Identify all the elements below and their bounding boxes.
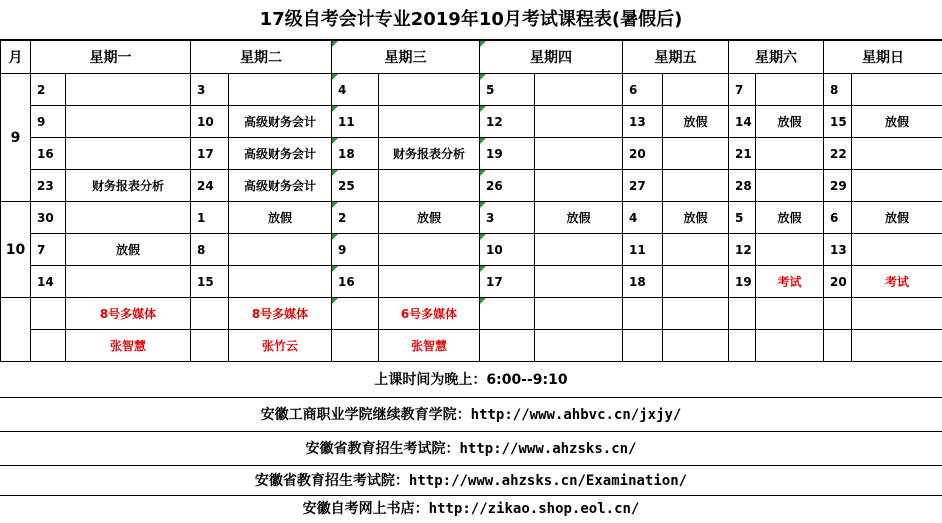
blank-cell <box>623 330 663 362</box>
link-ahbvc-url[interactable]: http://www.ahbvc.cn/jxjy/ <box>470 407 682 423</box>
date-cell-thu: 17 <box>480 266 535 298</box>
date-cell-wed: 4 <box>332 74 379 106</box>
date-cell-tue: 17 <box>191 138 229 170</box>
date-cell-fri: 20 <box>623 138 663 170</box>
room-cell: 6号多媒体 <box>379 298 480 330</box>
course-cell-wed: 财务报表分析 <box>379 138 480 170</box>
week-row <box>1 266 942 298</box>
room-cell: 8号多媒体 <box>229 298 332 330</box>
course-cell-tue <box>229 266 332 298</box>
course-cell-thu <box>535 106 623 138</box>
room-cell: 8号多媒体 <box>66 298 191 330</box>
date-cell-mon: 23 <box>31 170 66 202</box>
date-cell-fri: 27 <box>623 170 663 202</box>
course-cell-sat <box>756 170 824 202</box>
course-cell-mon: 财务报表分析 <box>66 170 191 202</box>
course-cell-wed <box>379 106 480 138</box>
day-header-mon: 星期一 <box>31 41 191 74</box>
course-cell-mon <box>66 202 191 234</box>
date-cell-sun: 6 <box>824 202 852 234</box>
month-header: 月 <box>1 41 31 74</box>
date-cell-fri: 11 <box>623 234 663 266</box>
date-cell-thu: 12 <box>480 106 535 138</box>
date-cell-sat: 21 <box>729 138 756 170</box>
date-cell-sun: 8 <box>824 74 852 106</box>
course-cell-tue: 高级财务会计 <box>229 106 332 138</box>
date-cell-sun: 20 <box>824 266 852 298</box>
course-cell-tue <box>229 234 332 266</box>
date-cell-sat: 7 <box>729 74 756 106</box>
date-cell-thu: 19 <box>480 138 535 170</box>
course-cell-fri <box>663 74 729 106</box>
day-header-fri: 星期五 <box>623 41 729 74</box>
course-cell-tue <box>229 74 332 106</box>
course-cell-wed: 放假 <box>379 202 480 234</box>
link-ahzsks-exam[interactable] <box>0 466 942 496</box>
course-cell-mon <box>66 138 191 170</box>
teacher-cell <box>535 330 623 362</box>
class-time-note: 上课时间为晚上：6:00--9:10 <box>0 362 942 398</box>
course-cell-tue: 高级财务会计 <box>229 138 332 170</box>
page-title: 17级自考会计专业2019年10月考试课程表(暑假后) <box>0 0 942 40</box>
schedule-table <box>0 40 942 362</box>
date-cell-mon: 16 <box>31 138 66 170</box>
date-cell-wed: 16 <box>332 266 379 298</box>
date-cell-thu: 26 <box>480 170 535 202</box>
week-row <box>1 170 942 202</box>
course-cell-sun <box>852 170 942 202</box>
link-eol-shop[interactable] <box>0 496 942 523</box>
room-cell <box>663 298 729 330</box>
course-cell-tue: 高级财务会计 <box>229 170 332 202</box>
course-cell-sun: 放假 <box>852 202 942 234</box>
course-cell-mon: 放假 <box>66 234 191 266</box>
date-cell-fri: 13 <box>623 106 663 138</box>
course-cell-mon <box>66 266 191 298</box>
blank-cell <box>332 298 379 330</box>
week-row <box>1 74 942 106</box>
course-cell-sun <box>852 74 942 106</box>
date-cell-thu: 5 <box>480 74 535 106</box>
course-cell-fri <box>663 138 729 170</box>
teacher-cell <box>756 330 824 362</box>
course-cell-thu <box>535 170 623 202</box>
course-cell-sat <box>756 234 824 266</box>
course-cell-sun: 考试 <box>852 266 942 298</box>
blank-cell <box>480 298 535 330</box>
date-cell-sat: 14 <box>729 106 756 138</box>
course-cell-thu <box>535 138 623 170</box>
date-cell-sat: 5 <box>729 202 756 234</box>
date-cell-mon: 14 <box>31 266 66 298</box>
blank-cell <box>191 298 229 330</box>
course-cell-thu <box>535 266 623 298</box>
blank-cell <box>332 330 379 362</box>
course-cell-wed <box>379 266 480 298</box>
blank-cell <box>191 330 229 362</box>
day-header-thu: 星期四 <box>480 41 623 74</box>
course-cell-fri <box>663 170 729 202</box>
date-cell-sat: 12 <box>729 234 756 266</box>
link-eol-shop-url[interactable]: http://zikao.shop.eol.cn/ <box>428 501 640 517</box>
date-cell-sun: 29 <box>824 170 852 202</box>
date-cell-sun: 13 <box>824 234 852 266</box>
date-cell-tue: 1 <box>191 202 229 234</box>
blank-cell <box>729 298 756 330</box>
date-cell-fri: 4 <box>623 202 663 234</box>
course-cell-thu: 放假 <box>535 202 623 234</box>
course-cell-sun <box>852 138 942 170</box>
teacher-cell: 张智慧 <box>379 330 480 362</box>
course-cell-fri: 放假 <box>663 202 729 234</box>
date-cell-sun: 22 <box>824 138 852 170</box>
blank-cell <box>31 330 66 362</box>
link-ahzsks-url[interactable]: http://www.ahzsks.cn/ <box>459 441 637 457</box>
teacher-cell <box>663 330 729 362</box>
blank-cell <box>480 330 535 362</box>
week-row <box>1 234 942 266</box>
day-header-tue: 星期二 <box>191 41 332 74</box>
date-cell-sat: 19 <box>729 266 756 298</box>
teacher-row <box>1 330 942 362</box>
date-cell-wed: 25 <box>332 170 379 202</box>
date-cell-mon: 9 <box>31 106 66 138</box>
day-header-sat: 星期六 <box>729 41 824 74</box>
week-row <box>1 106 942 138</box>
teacher-cell: 张智慧 <box>66 330 191 362</box>
blank-cell <box>824 298 852 330</box>
blank-cell <box>623 298 663 330</box>
room-row <box>1 298 942 330</box>
blank-cell <box>824 330 852 362</box>
course-cell-tue: 放假 <box>229 202 332 234</box>
date-cell-tue: 8 <box>191 234 229 266</box>
date-cell-fri: 6 <box>623 74 663 106</box>
blank-cell <box>729 330 756 362</box>
course-cell-wed <box>379 74 480 106</box>
date-cell-tue: 10 <box>191 106 229 138</box>
teacher-cell: 张竹云 <box>229 330 332 362</box>
month-label-sep: 9 <box>1 74 31 202</box>
month-blank <box>1 298 31 362</box>
course-cell-sat <box>756 138 824 170</box>
course-cell-sat <box>756 74 824 106</box>
date-cell-sat: 28 <box>729 170 756 202</box>
link-ahzsks-label: 安徽省教育招生考试院： <box>305 441 460 457</box>
course-cell-sat: 放假 <box>756 202 824 234</box>
teacher-cell <box>852 330 942 362</box>
link-ahbvc-label: 安徽工商职业学院继续教育学院： <box>260 407 471 423</box>
link-eol-shop-label: 安徽自考网上书店： <box>302 501 429 517</box>
day-header-wed: 星期三 <box>332 41 480 74</box>
course-cell-mon <box>66 74 191 106</box>
course-cell-thu <box>535 74 623 106</box>
date-cell-fri: 18 <box>623 266 663 298</box>
link-ahzsks-exam-url[interactable]: http://www.ahzsks.cn/Examination/ <box>408 473 688 489</box>
course-cell-fri <box>663 234 729 266</box>
date-cell-wed: 11 <box>332 106 379 138</box>
course-cell-fri: 放假 <box>663 106 729 138</box>
course-cell-wed <box>379 170 480 202</box>
link-ahbvc[interactable] <box>0 398 942 432</box>
room-cell <box>756 298 824 330</box>
blank-cell <box>31 298 66 330</box>
month-label-oct: 10 <box>1 202 31 298</box>
link-ahzsks[interactable] <box>0 432 942 466</box>
date-cell-sun: 15 <box>824 106 852 138</box>
header-row <box>1 41 942 74</box>
course-cell-sun <box>852 234 942 266</box>
link-ahzsks-exam-label: 安徽省教育招生考试院： <box>254 473 409 489</box>
course-cell-sat: 放假 <box>756 106 824 138</box>
room-cell <box>535 298 623 330</box>
date-cell-wed: 18 <box>332 138 379 170</box>
date-cell-mon: 7 <box>31 234 66 266</box>
week-row <box>1 202 942 234</box>
week-row <box>1 138 942 170</box>
course-cell-sun: 放假 <box>852 106 942 138</box>
date-cell-tue: 15 <box>191 266 229 298</box>
date-cell-tue: 24 <box>191 170 229 202</box>
date-cell-mon: 30 <box>31 202 66 234</box>
room-cell <box>852 298 942 330</box>
date-cell-tue: 3 <box>191 74 229 106</box>
course-cell-sat: 考试 <box>756 266 824 298</box>
date-cell-mon: 2 <box>31 74 66 106</box>
course-cell-thu <box>535 234 623 266</box>
date-cell-wed: 2 <box>332 202 379 234</box>
date-cell-thu: 10 <box>480 234 535 266</box>
course-cell-mon <box>66 106 191 138</box>
date-cell-thu: 3 <box>480 202 535 234</box>
day-header-sun: 星期日 <box>824 41 942 74</box>
course-cell-fri <box>663 266 729 298</box>
course-cell-wed <box>379 234 480 266</box>
date-cell-wed: 9 <box>332 234 379 266</box>
